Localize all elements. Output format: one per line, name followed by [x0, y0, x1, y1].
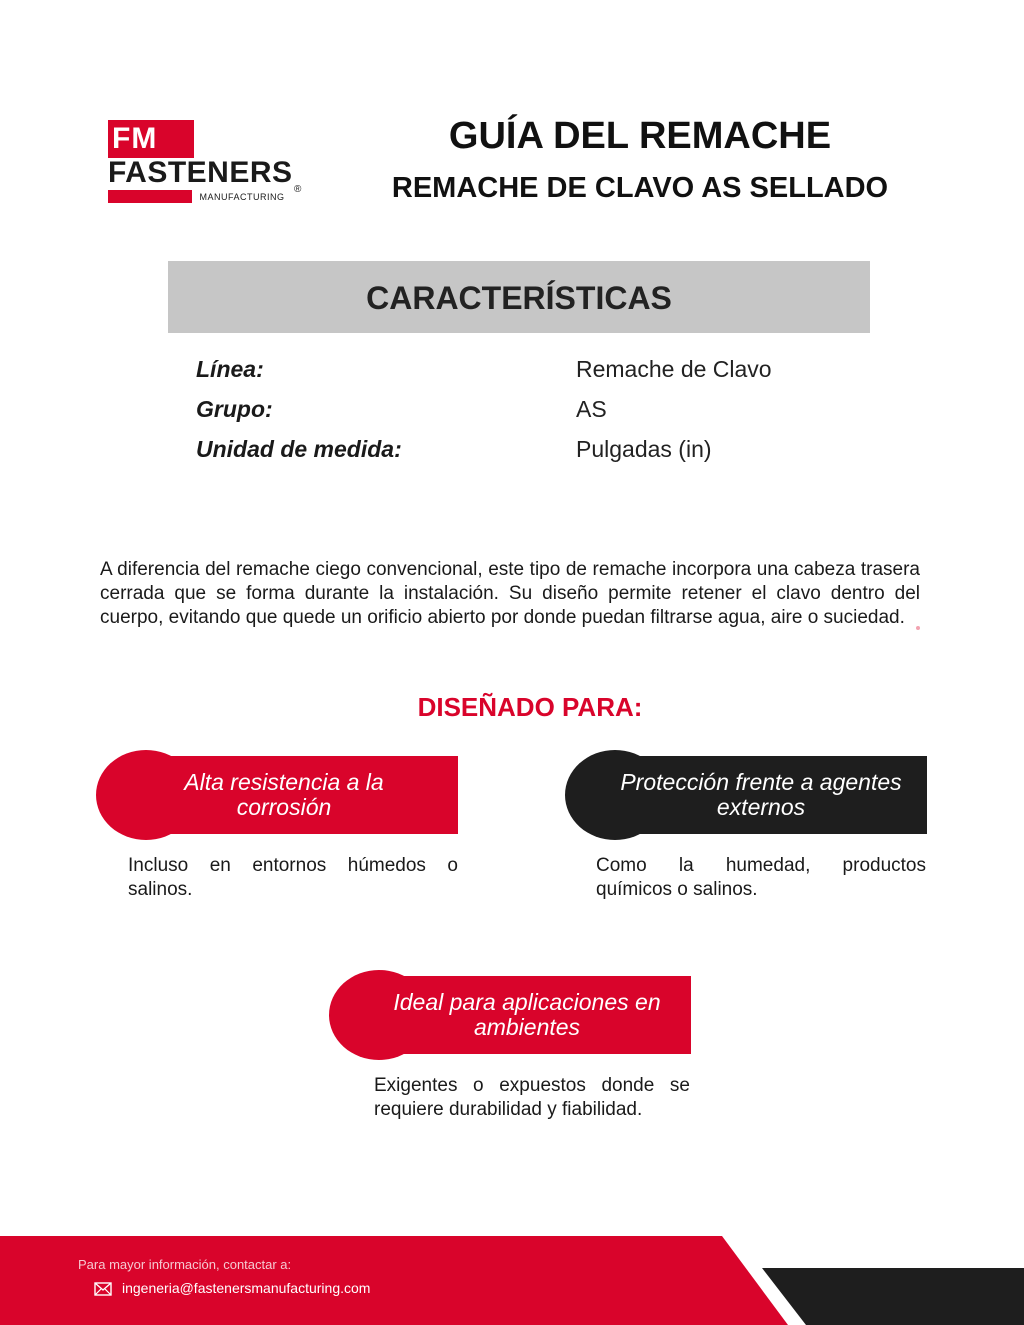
- benefit-pill-corrosion: [96, 750, 460, 840]
- feature-label: Línea:: [196, 356, 264, 382]
- feature-row-group: [196, 391, 896, 427]
- designed-for-heading: DISEÑADO PARA:: [417, 692, 643, 722]
- benefit-pill-protection: [565, 750, 927, 840]
- logo-registered-mark: ®: [294, 184, 302, 195]
- pill-title: Alta resistencia a la corrosión: [184, 769, 384, 820]
- pill-title: Ideal para aplicaciones en ambientes: [393, 989, 661, 1040]
- page-subtitle: REMACHE DE CLAVO AS SELLADO: [391, 172, 889, 204]
- company-logo: [108, 120, 308, 204]
- contact-label: Para mayor información, contactar a:: [78, 1257, 292, 1272]
- benefit-text-protection: Como la humedad, productos químicos o salinos.: [596, 855, 926, 900]
- feature-value: AS: [576, 396, 607, 422]
- benefit-text-applications: Exigentes o expuestos donde se requiere durabilidad y fiabilidad.: [374, 1075, 690, 1120]
- features-heading: CARACTERÍSTICAS: [366, 280, 672, 316]
- footer-dark-band: [762, 1268, 1024, 1325]
- benefit-pill-applications: [329, 970, 691, 1060]
- page-title: GUÍA DEL REMACHE: [448, 115, 832, 157]
- logo-manufacturing: MANUFACTURING: [192, 190, 292, 203]
- benefit-text-corrosion: Incluso en entornos húmedos o salinos.: [128, 855, 458, 900]
- mail-icon: [94, 1282, 112, 1296]
- feature-value: Remache de Clavo: [576, 356, 772, 382]
- feature-row-unit: [196, 431, 896, 467]
- feature-value: Pulgadas (in): [576, 436, 712, 462]
- footer-red-band: [0, 1236, 788, 1325]
- feature-label: Unidad de medida:: [196, 436, 402, 462]
- logo-fm: FM: [108, 120, 194, 158]
- features-banner: [168, 261, 870, 333]
- description-paragraph: A diferencia del remache ciego convencional, este tipo de remache incorpora una cabeza trasera cerrada que se forma durante la instalación. Su diseño permite retener el clavo dentro del cuerpo, evitando que quede un orificio abierto por donde puedan filtrarse agua, aire o suciedad.: [100, 559, 920, 628]
- contact-email-link[interactable]: ingeneria@fastenersmanufacturing.com: [122, 1280, 371, 1296]
- feature-label: Grupo:: [196, 396, 273, 422]
- decorative-dot: [916, 626, 920, 630]
- logo-fasteners: FASTENERS: [108, 156, 293, 189]
- pill-title: Protección frente a agentes externos: [620, 769, 902, 820]
- feature-row-line: [196, 351, 896, 387]
